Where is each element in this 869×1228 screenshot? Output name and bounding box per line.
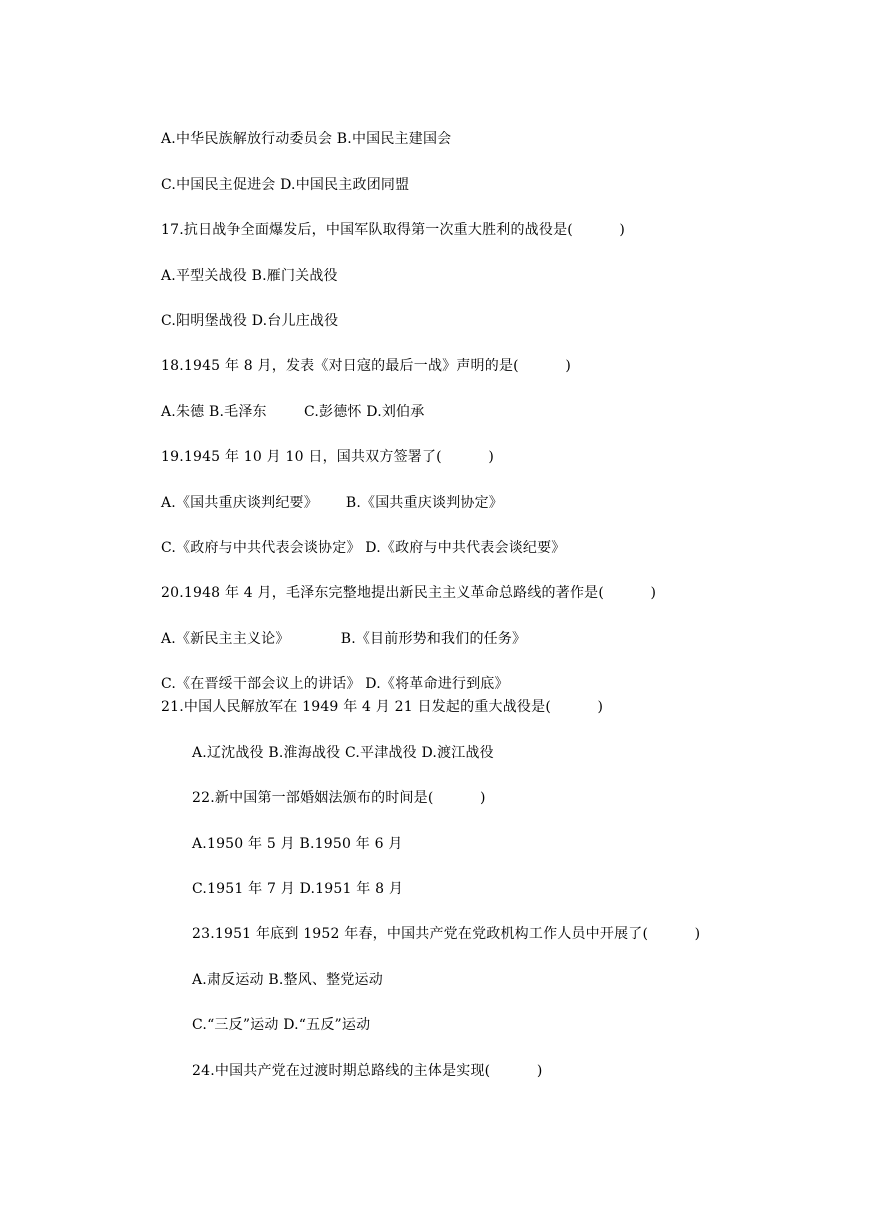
q18-options: A.朱德 B.毛泽东 C.彭德怀 D.刘伯承 bbox=[161, 404, 425, 420]
q20-options-ab: A.《新民主主义论》 B.《目前形势和我们的任务》 bbox=[161, 631, 527, 647]
q22-options-cd: C.1951 年 7 月 D.1951 年 8 月 bbox=[192, 881, 404, 897]
q19-options-cd: C.《政府与中共代表会谈协定》 D.《政府与中共代表会谈纪要》 bbox=[161, 540, 566, 556]
q24-question: 24.中国共产党在过渡时期总路线的主体是实现( ) bbox=[192, 1063, 543, 1079]
q18-question: 18.1945 年 8 月，发表《对日寇的最后一战》声明的是( ) bbox=[161, 358, 571, 374]
q16-options-ab: A.中华民族解放行动委员会 B.中国民主建国会 bbox=[161, 131, 452, 147]
q19-options-ab: A.《国共重庆谈判纪要》 B.《国共重庆谈判协定》 bbox=[161, 495, 503, 511]
q23-question: 23.1951 年底到 1952 年春，中国共产党在党政机构工作人员中开展了( ) bbox=[192, 926, 701, 942]
q22-options-ab: A.1950 年 5 月 B.1950 年 6 月 bbox=[192, 836, 403, 852]
q22-question: 22.新中国第一部婚姻法颁布的时间是( ) bbox=[192, 790, 486, 806]
q20-question: 20.1948 年 4 月，毛泽东完整地提出新民主主义革命总路线的著作是( ) bbox=[161, 585, 657, 601]
q17-question: 17.抗日战争全面爆发后，中国军队取得第一次重大胜利的战役是( ) bbox=[161, 222, 626, 238]
q21-options: A.辽沈战役 B.淮海战役 C.平津战役 D.渡江战役 bbox=[192, 745, 494, 761]
q20-options-cd: C.《在晋绥干部会议上的讲话》 D.《将革命进行到底》 bbox=[161, 676, 509, 692]
q16-options-cd: C.中国民主促进会 D.中国民主政团同盟 bbox=[161, 177, 410, 193]
q17-options-ab: A.平型关战役 B.雁门关战役 bbox=[161, 268, 338, 284]
q19-question: 19.1945 年 10 月 10 日，国共双方签署了( ) bbox=[161, 449, 494, 465]
q23-options-cd: C.“三反”运动 D.“五反”运动 bbox=[192, 1017, 371, 1033]
q21-question: 21.中国人民解放军在 1949 年 4 月 21 日发起的重大战役是( ) bbox=[161, 699, 604, 715]
q23-options-ab: A.肃反运动 B.整风、整党运动 bbox=[192, 972, 383, 988]
q17-options-cd: C.阳明堡战役 D.台儿庄战役 bbox=[161, 313, 339, 329]
